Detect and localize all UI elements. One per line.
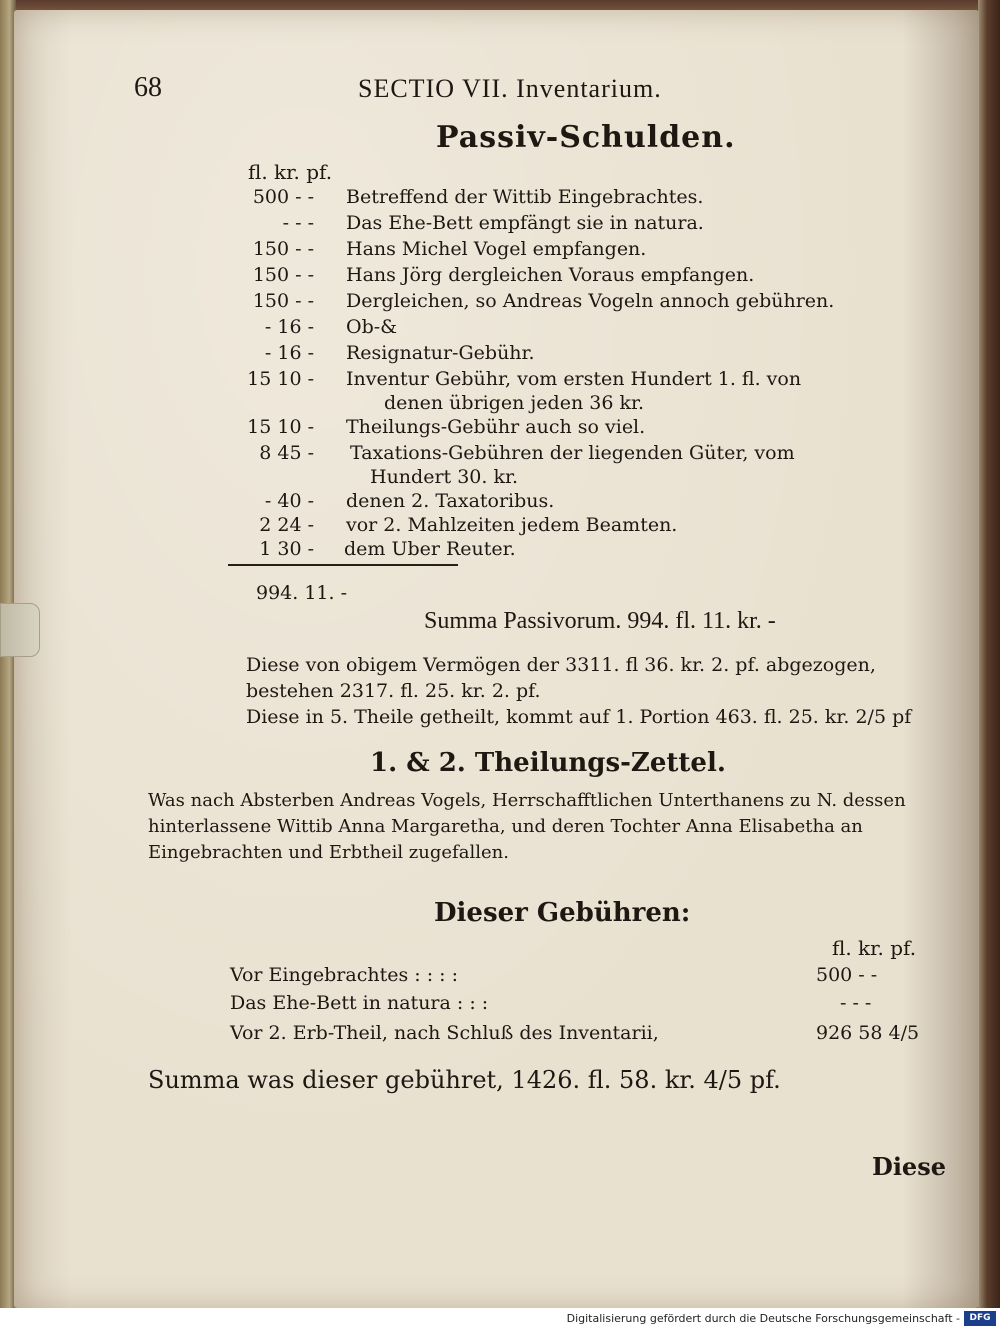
passiv-row-text: Hans Michel Vogel empfangen. — [346, 238, 647, 260]
passiv-row-text: Betreffend der Wittib Eingebrachtes. — [346, 186, 704, 208]
passiv-row-text: denen übrigen jeden 36 kr. — [384, 392, 644, 414]
summa-passivorum: Summa Passivorum. 994. fl. 11. kr. - — [424, 608, 776, 634]
passiv-row-text: Taxations-Gebühren der liegenden Güter, vom — [350, 442, 795, 464]
summa-gebuhret: Summa was dieser gebühret, 1426. fl. 58. kr. 4/5 pf. — [148, 1066, 781, 1094]
running-header: SECTIO VII. Inventarium. — [358, 74, 662, 103]
passiv-row-text: Hans Jörg dergleichen Voraus empfangen. — [346, 264, 755, 286]
passiv-row-amount: 150 - - — [252, 264, 314, 286]
gebuhren-heading: Dieser Gebühren: — [434, 898, 691, 928]
passiv-row-text: dem Uber Reuter. — [344, 538, 516, 560]
page-tab-marker — [0, 603, 40, 657]
passiv-row-amount: 1 30 - — [259, 538, 314, 560]
portion-paragraph: Diese in 5. Theile getheilt, kommt auf 1. Portion 463. fl. 25. kr. 2/5 pf — [246, 706, 912, 728]
digitization-footer — [0, 1308, 1000, 1331]
passiv-total: 994. 11. - — [256, 582, 348, 604]
passiv-row-amount: - 16 - — [264, 316, 314, 338]
passiv-row-text: vor 2. Mahlzeiten jedem Beamten. — [346, 514, 678, 536]
passiv-row-text: Theilungs-Gebühr auch so viel. — [346, 416, 646, 438]
gebuhren-row-text: Vor 2. Erb-Theil, nach Schluß des Inventarii, — [230, 1022, 659, 1044]
passiv-row-amount: 2 24 - — [259, 514, 314, 536]
funding-credit: Digitalisierung gefördert durch die Deutsche Forschungsgemeinschaft - — [566, 1312, 960, 1325]
passiv-heading: Passiv-Schulden. — [436, 120, 736, 155]
gebuhren-row-text: Vor Eingebrachtes : : : : — [230, 964, 458, 986]
book-page — [14, 10, 979, 1308]
gebuhren-row-text: Das Ehe-Bett in natura : : : — [230, 992, 489, 1014]
passiv-row-amount: 500 - - — [252, 186, 314, 208]
inheritance-paragraph: Was nach Absterben Andreas Vogels, Herrschafftlichen Unterthanens zu N. dessen hinterlassene Wittib Anna Margaretha, und deren Tochter Anna Elisabetha an Eingebrachten und Erbtheil zugefallen. — [148, 790, 906, 863]
passiv-row-amount: - 40 - — [264, 490, 314, 512]
deduction-paragraph: Diese von obigem Vermögen der 3311. fl 36. kr. 2. pf. abgezogen, bestehen 2317. fl. 25. kr. 2. pf. — [246, 654, 876, 702]
passiv-row-amount: - 16 - — [264, 342, 314, 364]
passiv-row-amount: - - - — [282, 212, 314, 234]
catchword: Diese — [872, 1152, 946, 1181]
passiv-row-text: Inventur Gebühr, vom ersten Hundert 1. fl. von — [346, 368, 802, 390]
passiv-row-text: Resignatur-Gebühr. — [346, 342, 535, 364]
passiv-row-amount: 15 10 - — [247, 368, 314, 390]
passiv-row-text: Dergleichen, so Andreas Vogeln annoch gebühren. — [346, 290, 835, 312]
dfg-logo: DFG — [964, 1311, 996, 1326]
currency-columns-header: fl. kr. pf. — [248, 160, 333, 184]
passiv-row-text: Ob-& — [346, 316, 398, 338]
theilungs-zettel-heading: 1. & 2. Theilungs-Zettel. — [370, 748, 726, 778]
passiv-row-amount: 8 45 - — [259, 442, 314, 464]
passiv-row-amount: 150 - - — [252, 290, 314, 312]
sum-rule — [228, 564, 458, 566]
book-edge-right — [978, 0, 1000, 1310]
passiv-row-text: Hundert 30. kr. — [370, 466, 519, 488]
passiv-row-text: Das Ehe-Bett empfängt sie in natura. — [346, 212, 704, 234]
passiv-row-text: denen 2. Taxatoribus. — [346, 490, 555, 512]
gebuhren-row-amount: - - - — [840, 992, 872, 1014]
passiv-row-amount: 150 - - — [252, 238, 314, 260]
page-number: 68 — [134, 72, 162, 103]
gebuhren-row-amount: 500 - - — [816, 964, 878, 986]
gebuhren-row-amount: 926 58 4/5 — [816, 1022, 920, 1044]
passiv-row-amount: 15 10 - — [247, 416, 314, 438]
currency-columns-header: fl. kr. pf. — [832, 936, 917, 960]
